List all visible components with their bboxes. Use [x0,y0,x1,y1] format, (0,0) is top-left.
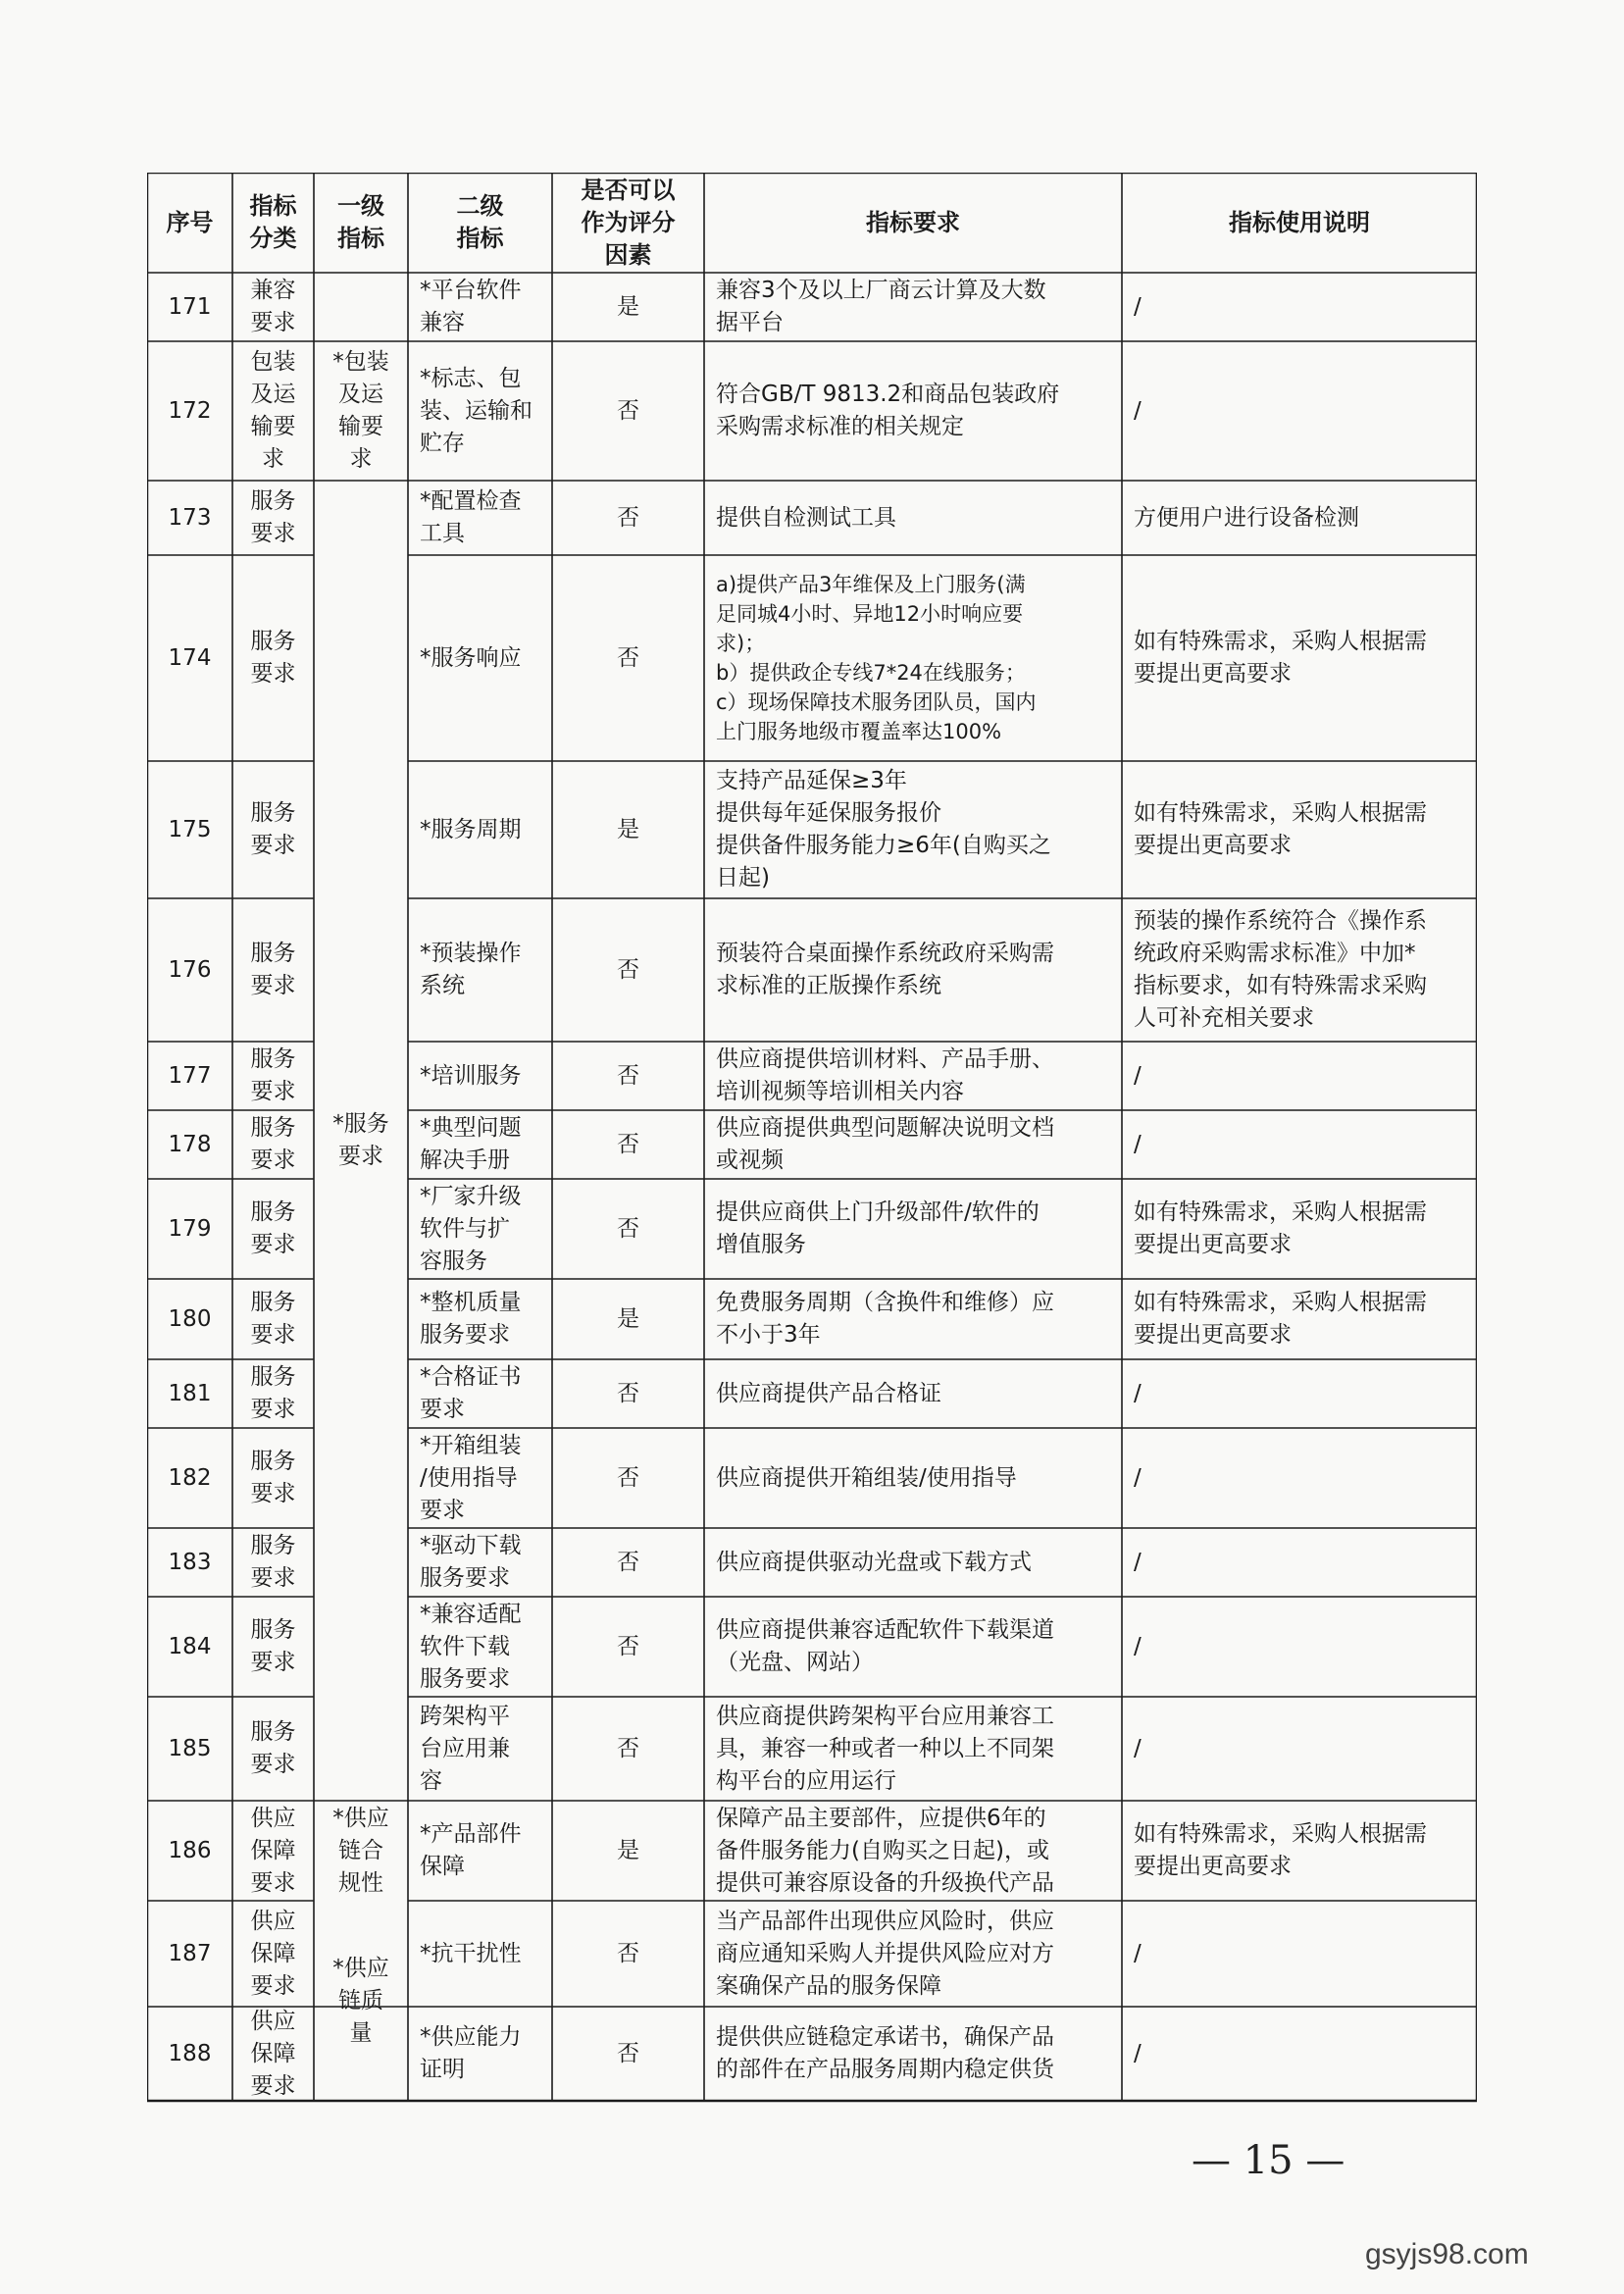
cell-note-text: 如有特殊需求，采购人根据需 要提出更高要求 [1134,629,1427,687]
cell-level1 [314,1801,408,1901]
header-cell-text: 指标 分类 [249,192,297,252]
cell-scoring [552,1697,704,1801]
cell-category [232,1528,314,1597]
cell-requirement-text: 供应商提供驱动光盘或下载方式 [716,1549,1032,1575]
cell-level2 [408,1428,552,1528]
cell-category [232,555,314,761]
cell-no [147,1110,232,1179]
cell-level2-text: *培训服务 [420,1062,522,1089]
cell-scoring [552,1901,704,2007]
cell-note-text: 预装的操作系统符合《操作系 统政府采购需求标准》中加* 指标要求，如有特殊需求采购 人可补充相关要求 [1134,908,1427,1031]
cell-level1-service [314,481,408,1801]
header-cell [1122,173,1477,273]
cell-category-text: 供应 保障 要求 [250,2008,296,2099]
cell-scoring-text: 否 [617,504,639,531]
cell-no-text: 180 [168,1305,212,1332]
cell-category-text: 服务 要求 [250,1533,296,1591]
cell-scoring [552,2007,704,2101]
cell-level2 [408,481,552,555]
cell-note [1122,1042,1477,1110]
watermark: gsyjs98.com [1365,2238,1529,2270]
cell-requirement [704,1597,1122,1697]
cell-level2-text: *服务周期 [420,816,522,842]
cell-note-text: 如有特殊需求，采购人根据需 要提出更高要求 [1134,1821,1427,1879]
cell-category-text: 服务 要求 [250,1290,296,1348]
cell-level1-service-text: *服务 要求 [332,1111,389,1169]
cell-no-text: 179 [168,1215,212,1242]
cell-requirement [704,1901,1122,2007]
cell-note [1122,1179,1477,1279]
cell-note-text: 如有特殊需求，采购人根据需 要提出更高要求 [1134,1290,1427,1348]
cell-note-text: / [1134,1062,1142,1089]
cell-requirement [704,2007,1122,2101]
cell-requirement-text: 供应商提供跨架构平台应用兼容工 具，兼容一种或者一种以上不同架 构平台的应用运行 [716,1703,1054,1794]
cell-requirement [704,1697,1122,1801]
cell-note [1122,1697,1477,1801]
cell-note [1122,1597,1477,1697]
cell-scoring [552,1279,704,1359]
cell-no-text: 173 [168,504,212,531]
cell-category [232,898,314,1042]
cell-scoring [552,273,704,341]
cell-category [232,1901,314,2007]
cell-no [147,341,232,481]
cell-category-text: 服务 要求 [250,1364,296,1422]
header-cell-text: 指标要求 [866,208,960,236]
cell-note-text: / [1134,1464,1142,1491]
cell-category-text: 供应 保障 要求 [250,1805,296,1896]
cell-category-text: 服务 要求 [250,629,296,687]
header-cell [552,173,704,273]
cell-note [1122,1428,1477,1528]
cell-requirement-text: 供应商提供开箱组装/使用指导 [716,1464,1017,1491]
cell-category-text: 供应 保障 要求 [250,1908,296,1999]
cell-level2-text: *典型问题 解决手册 [420,1115,522,1173]
cell-scoring-text: 是 [617,1305,639,1332]
cell-requirement [704,341,1122,481]
cell-scoring-text: 否 [617,1549,639,1575]
cell-note-text: / [1134,2040,1142,2066]
cell-scoring [552,1597,704,1697]
cell-category [232,1179,314,1279]
cell-note [1122,2007,1477,2101]
cell-no-text: 174 [168,644,212,671]
cell-requirement [704,898,1122,1042]
cell-level2-text: *整机质量 服务要求 [420,1290,522,1348]
cell-note [1122,761,1477,898]
cell-scoring-text: 否 [617,1940,639,1966]
header-cell-text: 一级 指标 [337,192,384,252]
cell-scoring [552,1801,704,1901]
cell-note-text: / [1134,1131,1142,1157]
cell-requirement [704,1279,1122,1359]
cell-requirement-text: 供应商提供培训材料、产品手册、 培训视频等培训相关内容 [716,1046,1054,1104]
cell-requirement-text: 预装符合桌面操作系统政府采购需 求标准的正版操作系统 [716,941,1054,998]
cell-category-text: 服务 要求 [250,1046,296,1104]
header-cell-text: 指标使用说明 [1229,208,1370,236]
page-number: — 15 — [1192,2138,1345,2183]
cell-level2 [408,1110,552,1179]
cell-level1-supply-text: *供应 链质 量 [332,1955,389,2046]
cell-no [147,1697,232,1801]
cell-scoring [552,341,704,481]
cell-category-text: 兼容 要求 [250,278,296,335]
cell-no-text: 187 [168,1940,212,1966]
cell-level2 [408,761,552,898]
cell-level2-text: *平台软件 兼容 [420,278,522,335]
cell-no-text: 175 [168,816,212,842]
indicator-table [147,173,1477,2103]
cell-note [1122,898,1477,1042]
cell-no-text: 185 [168,1735,212,1761]
cell-category-text: 服务 要求 [250,1719,296,1777]
header-cell [147,173,232,273]
cell-note [1122,1801,1477,1901]
cell-note-text: 如有特殊需求，采购人根据需 要提出更高要求 [1134,1199,1427,1257]
cell-category-text: 服务 要求 [250,488,296,546]
cell-category [232,1697,314,1801]
cell-category [232,1597,314,1697]
cell-no-text: 171 [168,293,212,320]
cell-note [1122,1279,1477,1359]
cell-level2-text: *供应能力 证明 [420,2024,522,2082]
cell-requirement [704,481,1122,555]
cell-scoring-text: 否 [617,1633,639,1659]
cell-note-text: 如有特殊需求，采购人根据需 要提出更高要求 [1134,800,1427,858]
cell-no-text: 182 [168,1464,212,1491]
cell-requirement [704,273,1122,341]
cell-level2 [408,273,552,341]
header-cell-text: 二级 指标 [456,192,504,252]
cell-level2-text: *厂家升级 软件与扩 容服务 [420,1183,522,1274]
header-cell-text: 序号 [166,208,214,236]
cell-requirement [704,1042,1122,1110]
cell-note [1122,1359,1477,1428]
cell-no [147,761,232,898]
cell-no-text: 184 [168,1633,212,1659]
cell-category [232,1359,314,1428]
cell-requirement [704,1359,1122,1428]
cell-level2 [408,341,552,481]
cell-category-text: 服务 要求 [250,1617,296,1675]
cell-level2-text: *标志、包 装、运输和 贮存 [420,365,533,456]
cell-requirement [704,1528,1122,1597]
cell-no-text: 176 [168,956,212,983]
cell-level2-text: *合格证书 要求 [420,1364,522,1422]
header-cell [314,173,408,273]
cell-scoring [552,1179,704,1279]
cell-scoring-text: 否 [617,2040,639,2066]
cell-scoring-text: 否 [617,956,639,983]
cell-requirement-text: 免费服务周期（含换件和维修）应 不小于3年 [716,1290,1054,1348]
cell-scoring [552,1359,704,1428]
cell-requirement-text: 提供自检测试工具 [716,504,896,531]
cell-requirement [704,1179,1122,1279]
cell-level1-text: *供应 链合 规性 [332,1805,389,1896]
cell-level2-text: *产品部件 保障 [420,1821,522,1879]
cell-level2-text: 跨架构平 台应用兼 容 [420,1703,510,1794]
cell-scoring [552,1528,704,1597]
cell-category [232,481,314,555]
cell-scoring-text: 否 [617,397,639,424]
cell-scoring [552,898,704,1042]
cell-requirement-text: 提供供应链稳定承诺书，确保产品 的部件在产品服务周期内稳定供货 [716,2024,1054,2082]
cell-note-text: / [1134,1380,1142,1406]
cell-requirement [704,1801,1122,1901]
cell-no [147,1901,232,2007]
cell-no [147,481,232,555]
cell-note-text: / [1134,1549,1142,1575]
cell-category-text: 服务 要求 [250,1199,296,1257]
cell-scoring [552,1110,704,1179]
cell-requirement [704,1428,1122,1528]
cell-requirement-text: 保障产品主要部件，应提供6年的 备件服务能力(自购买之日起)，或 提供可兼容原设备的升级换代产品 [716,1805,1054,1896]
cell-no [147,1597,232,1697]
cell-scoring-text: 否 [617,1464,639,1491]
cell-category-text: 服务 要求 [250,941,296,998]
cell-scoring-text: 是 [617,293,639,320]
cell-note [1122,1110,1477,1179]
header-cell [704,173,1122,273]
cell-scoring-text: 否 [617,1062,639,1089]
cell-scoring [552,1428,704,1528]
cell-category [232,2007,314,2101]
cell-no-text: 181 [168,1380,212,1406]
cell-note-text: / [1134,397,1142,424]
cell-level1-supply [314,1901,408,2101]
cell-no-text: 183 [168,1549,212,1575]
cell-level2 [408,1901,552,2007]
cell-scoring-text: 否 [617,1215,639,1242]
cell-note-text: / [1134,1633,1142,1659]
cell-category [232,1110,314,1179]
cell-level2 [408,898,552,1042]
cell-note-text: / [1134,1940,1142,1966]
cell-scoring [552,481,704,555]
cell-category-text: 包装 及运 输要 求 [250,349,296,472]
cell-scoring-text: 是 [617,816,639,842]
cell-level2-text: *开箱组装 /使用指导 要求 [420,1432,522,1523]
cell-note [1122,555,1477,761]
cell-category [232,761,314,898]
cell-level2-text: *驱动下载 服务要求 [420,1533,522,1591]
cell-note-text: / [1134,293,1142,320]
cell-level2 [408,2007,552,2101]
cell-no [147,1179,232,1279]
cell-category-text: 服务 要求 [250,1115,296,1173]
cell-category-text: 服务 要求 [250,1449,296,1506]
cell-level2 [408,1801,552,1901]
cell-scoring-text: 否 [617,1380,639,1406]
cell-requirement-text: 提供应商供上门升级部件/软件的 增值服务 [716,1199,1040,1257]
cell-level2 [408,1179,552,1279]
cell-scoring [552,761,704,898]
cell-level1-text: *包装 及运 输要 求 [332,349,389,472]
cell-note [1122,1528,1477,1597]
header-cell [232,173,314,273]
cell-no-text: 188 [168,2040,212,2066]
cell-no [147,1279,232,1359]
cell-level2 [408,1359,552,1428]
cell-category [232,341,314,481]
cell-category [232,1801,314,1901]
cell-category [232,1042,314,1110]
cell-level2-text: *预装操作 系统 [420,941,522,998]
cell-scoring [552,1042,704,1110]
cell-category [232,1428,314,1528]
cell-note [1122,1901,1477,2007]
cell-category [232,273,314,341]
cell-no-text: 186 [168,1837,212,1863]
cell-requirement [704,555,1122,761]
cell-scoring-text: 否 [617,1735,639,1761]
cell-requirement-text: 供应商提供典型问题解决说明文档 或视频 [716,1115,1054,1173]
cell-no [147,1359,232,1428]
cell-requirement-text: 供应商提供兼容适配软件下载渠道 （光盘、网站） [716,1617,1054,1675]
cell-requirement [704,1110,1122,1179]
cell-no-text: 177 [168,1062,212,1089]
cell-note-text: / [1134,1735,1142,1761]
cell-requirement [704,761,1122,898]
cell-category [232,1279,314,1359]
cell-scoring [552,555,704,761]
cell-scoring-text: 是 [617,1837,639,1863]
cell-requirement-text: 兼容3个及以上厂商云计算及大数 据平台 [716,278,1046,335]
cell-no [147,1042,232,1110]
cell-requirement-text: 当产品部件出现供应风险时，供应 商应通知采购人并提供风险应对方 案确保产品的服务保障 [716,1908,1054,1999]
cell-category-text: 服务 要求 [250,800,296,858]
cell-level2 [408,1042,552,1110]
cell-no [147,2007,232,2101]
cell-level2 [408,555,552,761]
cell-level2 [408,1697,552,1801]
cell-level2-text: *兼容适配 软件下载 服务要求 [420,1601,522,1692]
cell-note [1122,341,1477,481]
cell-scoring-text: 否 [617,644,639,671]
cell-no [147,273,232,341]
cell-no [147,1801,232,1901]
header-cell-text: 是否可以 作为评分 因素 [581,176,676,269]
cell-no [147,1428,232,1528]
cell-level2 [408,1597,552,1697]
cell-level2 [408,1279,552,1359]
cell-no [147,898,232,1042]
cell-scoring-text: 否 [617,1131,639,1157]
cell-requirement-text: 支持产品延保≥3年 提供每年延保服务报价 提供备件服务能力≥6年(自购买之 日起) [716,768,1051,891]
cell-no [147,1528,232,1597]
cell-level2-text: *配置检查 工具 [420,488,522,546]
cell-requirement-text: a)提供产品3年维保及上门服务(满 足同城4小时、异地12小时响应要 求)； b）提供政企专线7*24在线服务； c）现场保障技术服务团队员，国内 上门服务地级市覆盖率达100% [716,573,1037,743]
header-cell [408,173,552,273]
cell-note [1122,481,1477,555]
cell-no-text: 172 [168,397,212,424]
cell-note [1122,273,1477,341]
cell-level2-text: *服务响应 [420,644,522,671]
cell-note-text: 方便用户进行设备检测 [1134,504,1359,531]
cell-requirement-text: 符合GB/T 9813.2和商品包装政府 采购需求标准的相关规定 [716,382,1060,439]
cell-level2 [408,1528,552,1597]
cell-no-text: 178 [168,1131,212,1157]
cell-no [147,555,232,761]
cell-level2-text: *抗干扰性 [420,1940,522,1966]
cell-requirement-text: 供应商提供产品合格证 [716,1380,941,1406]
cell-level1 [314,341,408,481]
